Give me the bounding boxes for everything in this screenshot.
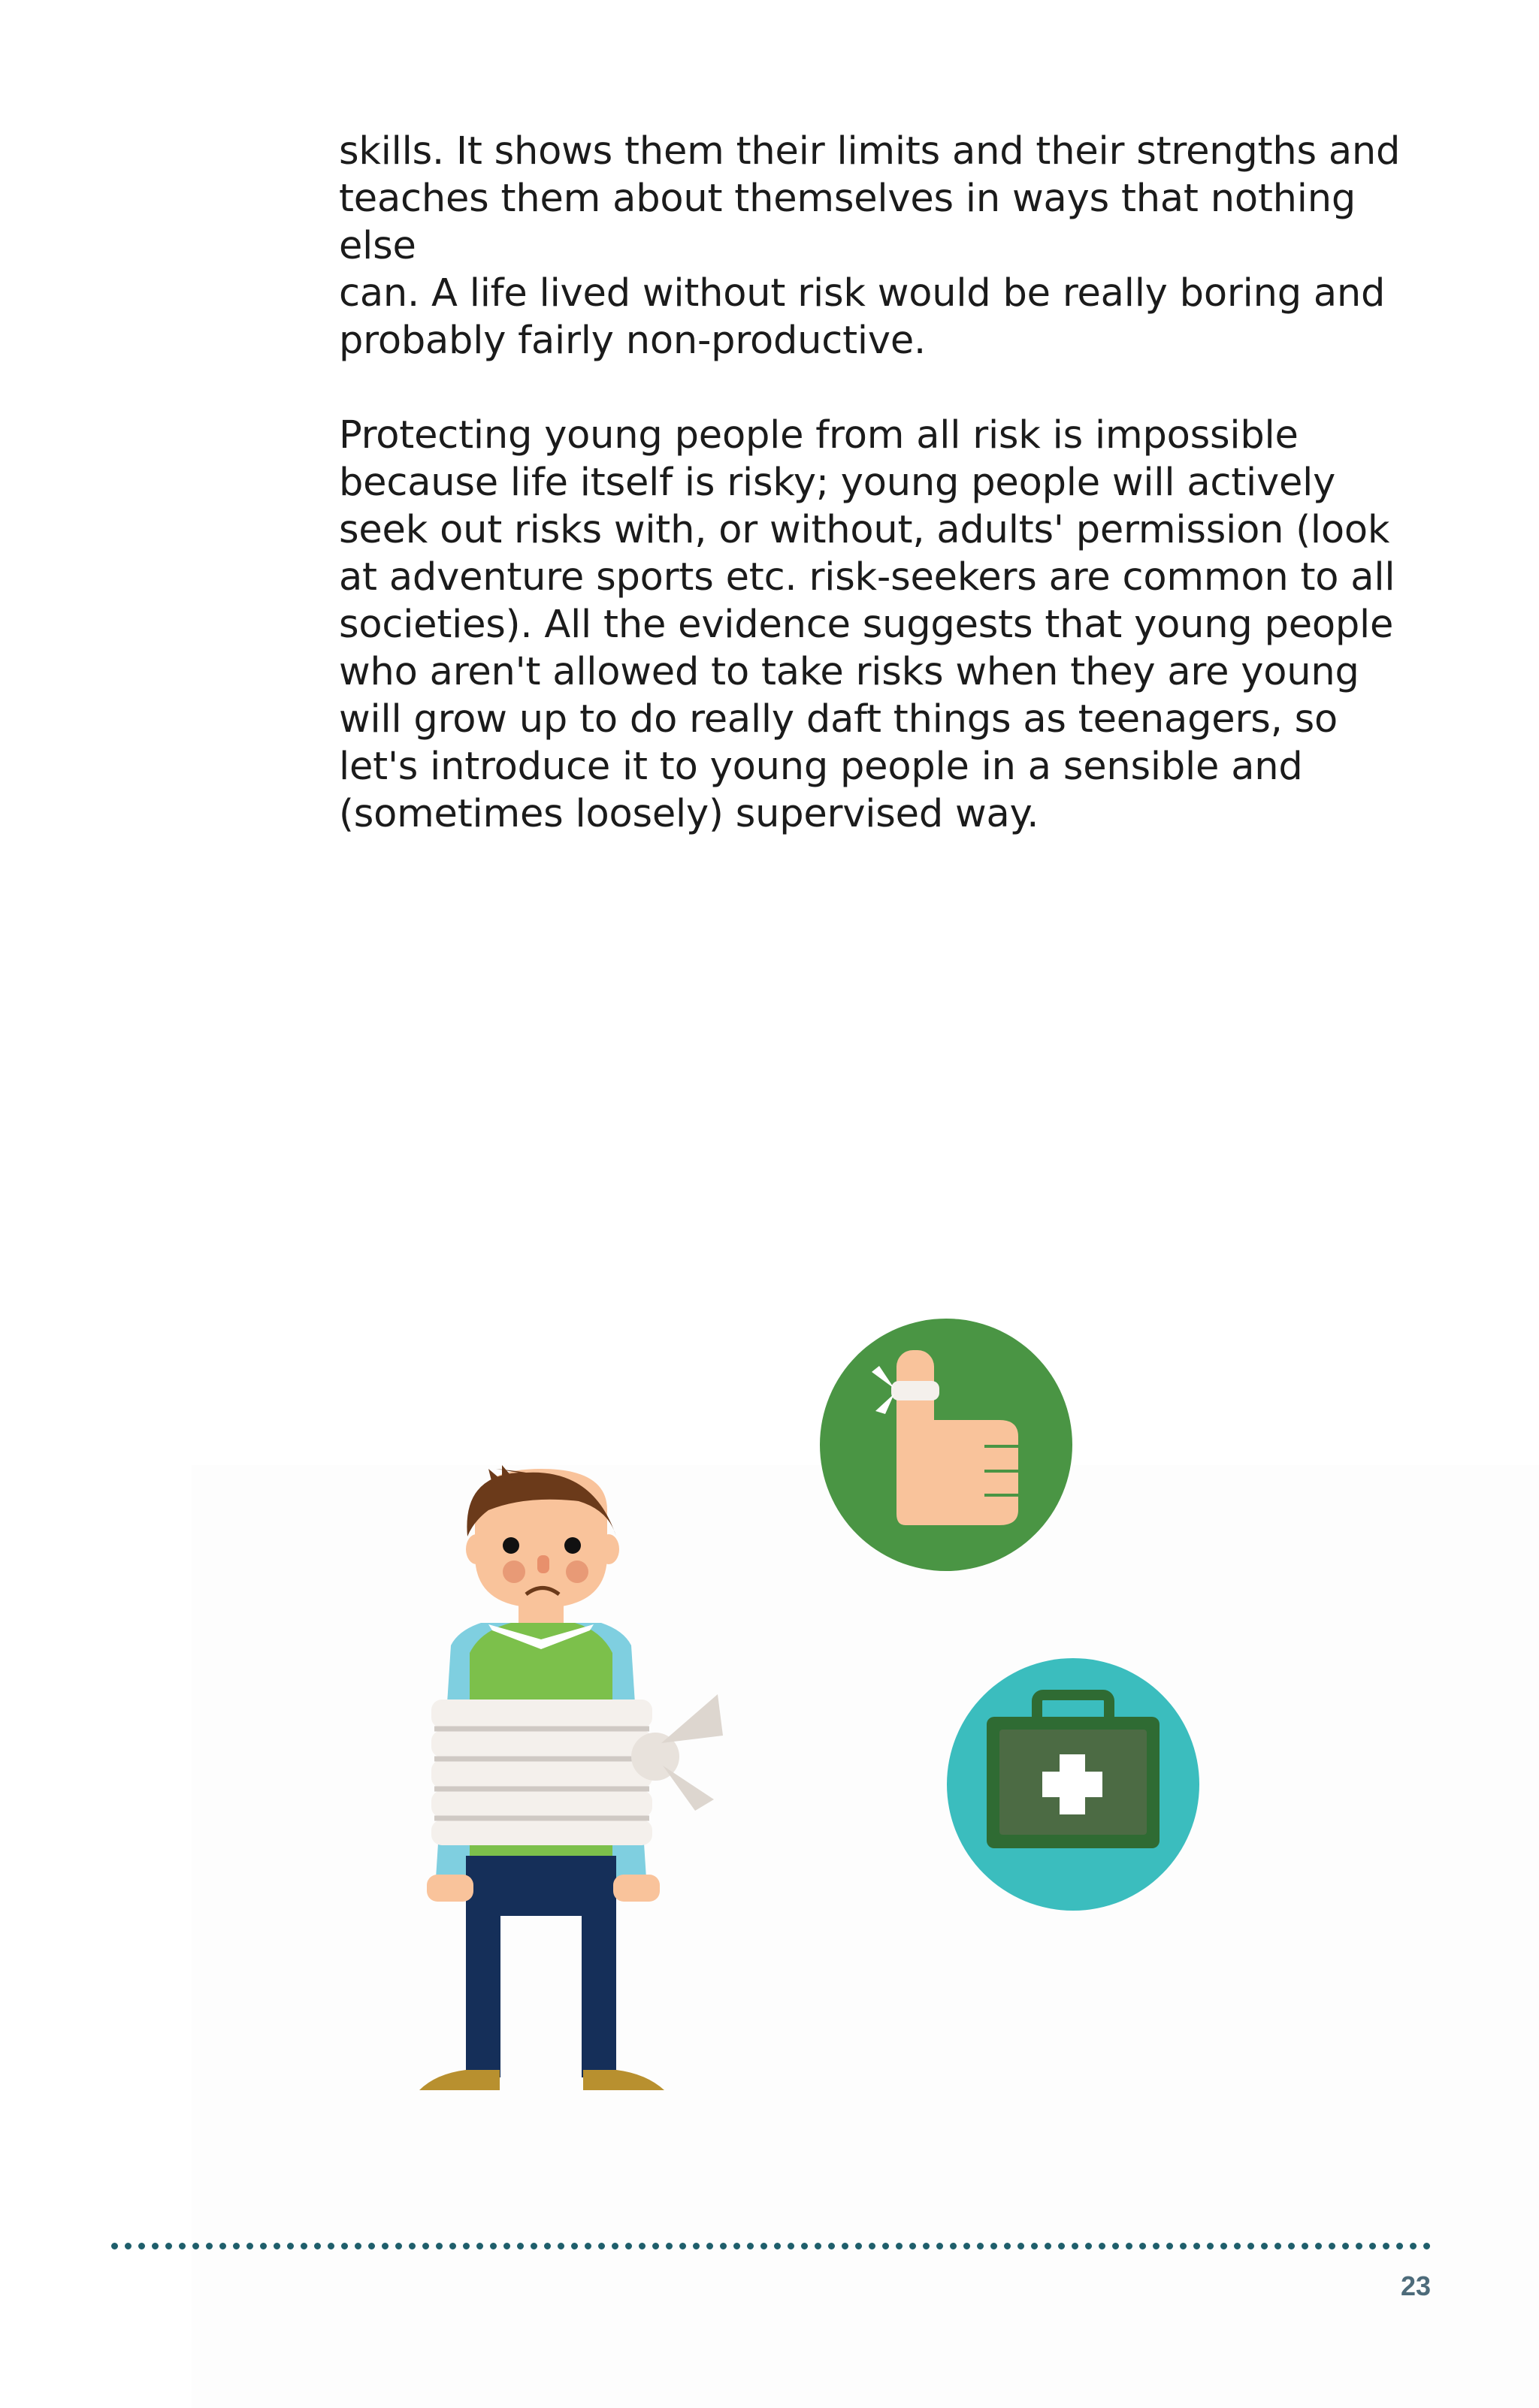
page-number: 23	[1400, 2271, 1431, 2301]
footer-dotted-rule	[111, 2243, 1431, 2257]
right-shoe	[583, 2070, 664, 2090]
left-shoe	[419, 2070, 500, 2090]
right-hand	[613, 1875, 660, 1902]
paragraph-1: skills. It shows them their limits and their strengths and teaches them about themselves in ways that nothing else can. A life lived without risk would be really boring and probably fairly non-productive.	[339, 129, 1401, 363]
left-hand	[427, 1875, 473, 1902]
first-aid-kit-icon	[947, 1658, 1199, 1911]
body-bandage	[431, 1694, 723, 1845]
trousers	[466, 1856, 616, 1916]
paragraph-2: Protecting young people from all risk is impossible because life itself is risky; young people will actively seek out risks with, or without, adults' permission (look at adventure sports etc. risk-seekers are common to all societies). All the evidence suggests that young people who aren't allowed to take risks when they are young will grow up to do really daft things as teenagers, so let's introduce it to young people in a sensible and (sometimes loosely) supervised way.	[339, 413, 1395, 836]
bandaged-thumbs-up-icon	[820, 1319, 1072, 1571]
bandaged-boy	[419, 1465, 723, 2090]
